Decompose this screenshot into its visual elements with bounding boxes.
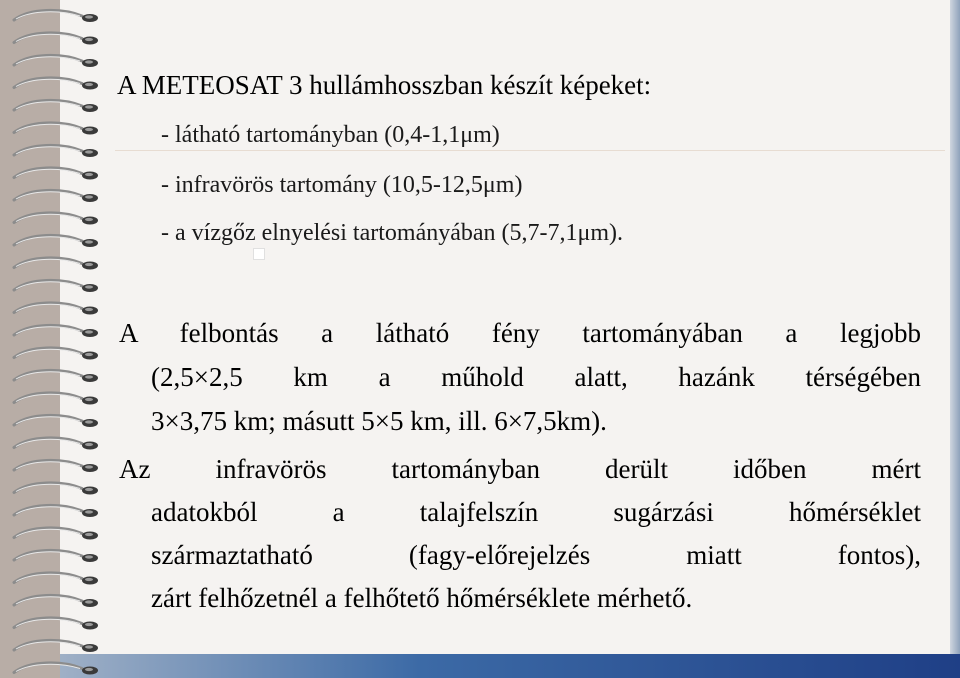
binding-ring: [14, 483, 98, 495]
paragraph-line: zárt felhőzetnél a felhőtető hőmérséklete mérhető.: [151, 583, 693, 613]
paragraph-line: származtatható (fagy-előrejelzés miatt fontos),: [151, 540, 921, 570]
binding-ring: [14, 415, 98, 427]
page-right-edge: [950, 0, 960, 678]
binding-ring: [14, 145, 98, 157]
binding-ring: [14, 595, 98, 607]
binding-ring: [14, 10, 98, 22]
divider-line: [115, 150, 945, 151]
binding-ring: [14, 663, 98, 675]
paragraph-line: Az infravörös tartományban derült időben mért: [119, 454, 921, 484]
binding-ring: [14, 325, 98, 337]
binding-ring: [14, 505, 98, 517]
binding-ring: [14, 168, 98, 180]
placeholder-mark: [253, 248, 265, 260]
binding-ring: [14, 78, 98, 90]
binding-ring: [14, 573, 98, 585]
paragraph-line: A felbontás a látható fény tartományában a legjobb: [119, 318, 921, 348]
binding-ring: [14, 123, 98, 135]
binding-ring: [14, 33, 98, 45]
binding-ring: [14, 100, 98, 112]
binding-ring: [14, 438, 98, 450]
binding-ring: [14, 213, 98, 225]
page-bottom-edge: [60, 654, 960, 678]
binding-ring: [14, 550, 98, 562]
binding-ring: [14, 258, 98, 270]
binding-ring: [14, 190, 98, 202]
binding-ring: [14, 640, 98, 652]
binding-ring: [14, 348, 98, 360]
binding-ring: [14, 460, 98, 472]
spiral-binding-icon: [0, 0, 110, 678]
slide-title: A METEOSAT 3 hullámhosszban készít képeket:: [117, 70, 652, 100]
paragraph-line: 3×3,75 km; másutt 5×5 km, ill. 6×7,5km).: [151, 406, 607, 436]
binding-ring: [14, 393, 98, 405]
band-visible: - látható tartományban (0,4-1,1μm): [161, 122, 500, 148]
binding-ring: [14, 280, 98, 292]
band-water-vapour: - a vízgőz elnyelési tartományában (5,7-7,1μm).: [161, 220, 624, 246]
binding-ring: [14, 303, 98, 315]
binding-ring: [14, 370, 98, 382]
binding-ring: [14, 618, 98, 630]
paragraph-line: adatokból a talajfelszín sugárzási hőmérséklet: [151, 497, 921, 527]
binding-ring: [14, 528, 98, 540]
binding-ring: [14, 55, 98, 67]
band-infrared: - infravörös tartomány (10,5-12,5μm): [161, 172, 523, 198]
binding-ring: [14, 235, 98, 247]
paragraph-line: (2,5×2,5 km a műhold alatt, hazánk térségében: [151, 362, 921, 392]
